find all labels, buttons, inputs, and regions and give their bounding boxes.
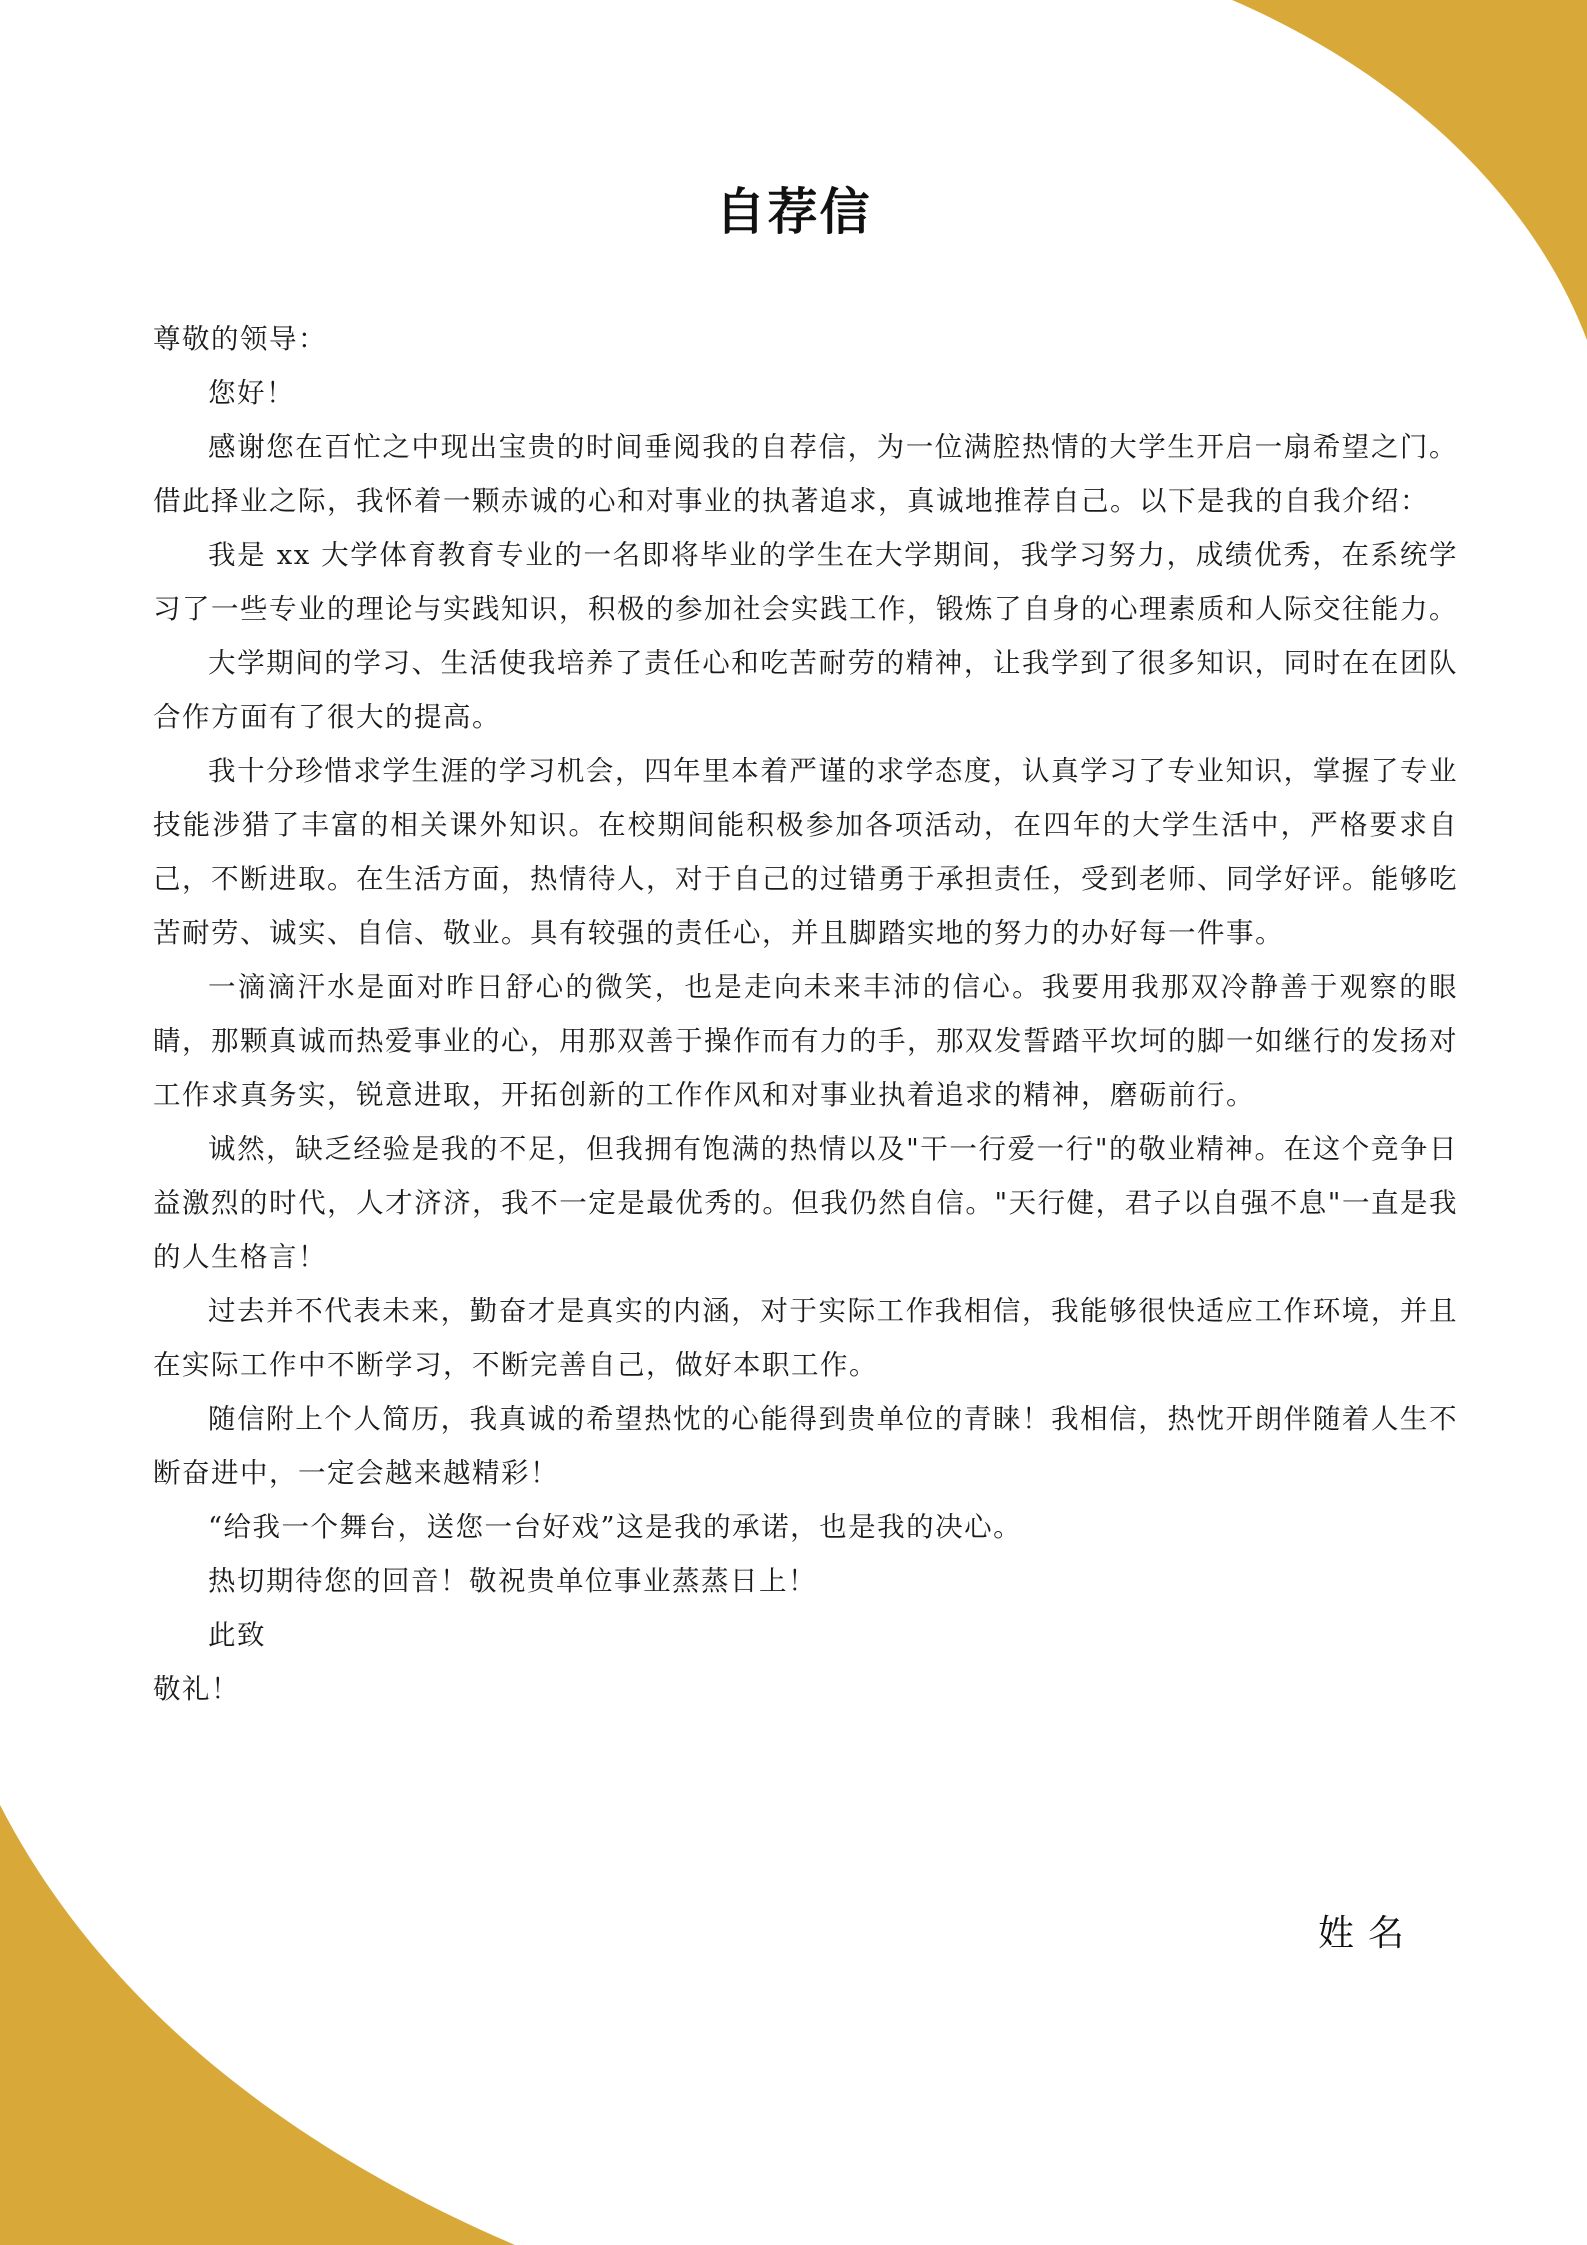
closing-2: 敬礼！ [153,1673,240,1705]
paragraph-promise: “给我一个舞台，送您一台好戏”这是我的承诺，也是我的决心。 [208,1511,1023,1543]
paragraph-education: 我是 xx 大学体育教育专业的一名即将毕业的学生在大学期间，我学习努力，成绩优秀，在系统学习了一些专业的理论与实践知识，积极的参加社会实践工作，锻炼了自身的心理素质和人际交往能力。 [153,539,1458,625]
signature: 姓名 [1318,1913,1419,1954]
paragraph-responsibility: 大学期间的学习、生活使我培养了责任心和吃苦耐劳的精神，让我学到了很多知识，同时在在团队合作方面有了很大的提高。 [153,647,1458,733]
page-title: 自荐信 [715,183,872,241]
paragraph-determination: 一滴滴汗水是面对昨日舒心的微笑，也是走向未来丰沛的信心。我要用我那双冷静善于观察的眼睛，那颗真诚而热爱事业的心，用那双善于操作而有力的手，那双发誓踏平坎坷的脚一如继行的发扬对工作求真务实，锐意进取，开拓创新的工作作风和对事业执着追求的精神，磨砺前行。 [153,971,1458,1111]
letter-body [153,312,1458,1716]
greeting: 您好！ [208,377,295,409]
paragraph-confidence: 诚然，缺乏经验是我的不足，但我拥有饱满的热情以及"干一行爱一行"的敬业精神。在这个竞争日益激烈的时代，人才济济，我不一定是最优秀的。但我仍然自信。"天行健，君子以自强不息"一直是我的人生格言！ [153,1133,1458,1273]
salutation: 尊敬的领导： [153,323,327,355]
paragraph-expectation: 热切期待您的回音！敬祝贵单位事业蒸蒸日上！ [208,1565,817,1597]
paragraph-study: 我十分珍惜求学生涯的学习机会，四年里本着严谨的求学态度，认真学习了专业知识，掌握了专业技能涉猎了丰富的相关课外知识。在校期间能积极参加各项活动，在四年的大学生活中，严格要求自己，不断进取。在生活方面，热情待人，对于自己的过错勇于承担责任，受到老师、同学好评。能够吃苦耐劳、诚实、自信、敬业。具有较强的责任心，并且脚踏实地的努力的办好每一件事。 [153,755,1458,949]
paragraph-resume: 随信附上个人简历，我真诚的希望热忱的心能得到贵单位的青睐！我相信，热忱开朗伴随着人生不断奋进中，一定会越来越精彩！ [153,1403,1458,1489]
paragraph-intro: 感谢您在百忙之中现出宝贵的时间垂阅我的自荐信，为一位满腔热情的大学生开启一扇希望之门。借此择业之际，我怀着一颗赤诚的心和对事业的执著追求，真诚地推荐自己。以下是我的自我介绍： [153,431,1458,517]
closing-1: 此致 [208,1619,266,1651]
paragraph-future: 过去并不代表未来，勤奋才是真实的内涵，对于实际工作我相信，我能够很快适应工作环境，并且在实际工作中不断学习，不断完善自己，做好本职工作。 [153,1295,1458,1381]
